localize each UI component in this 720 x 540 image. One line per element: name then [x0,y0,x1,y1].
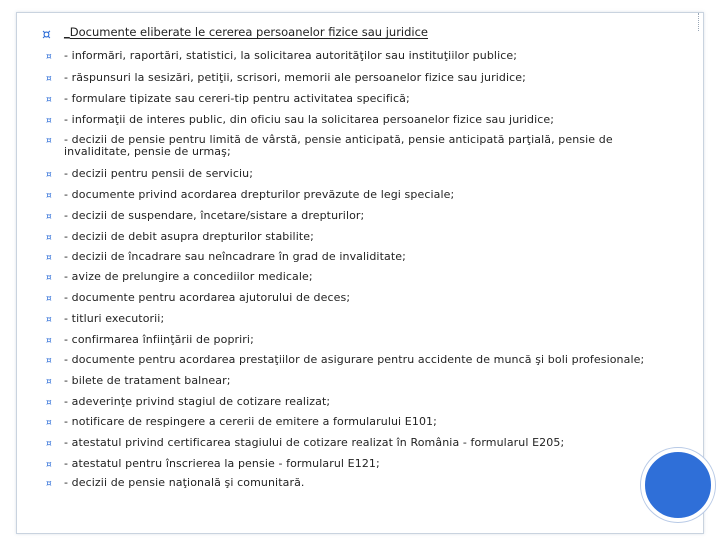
list-item-text: - decizii pentru pensii de serviciu; [64,167,254,180]
list-item-text: - decizii de debit asupra drepturilor stabilite; [64,230,314,243]
list-item-text: - formulare tipizate sau cereri-tip pentru activitatea specifică; [64,92,410,105]
slide-title [64,26,428,39]
list-item-text: - informaţii de interes public, din oficiu sau la solicitarea persoanelor fizice sau juridice; [64,113,555,126]
list-item-text: - adeverinţe privind stagiul de cotizare realizat; [64,395,331,408]
bullet-icon: ¤ [46,233,52,243]
bullet-icon: ¤ [46,52,52,62]
bullet-icon: ¤ [46,191,52,201]
list-item-text: - bilete de tratament balnear; [64,374,231,387]
list-item-text: - decizii de pensie naţională şi comunitară. [64,476,305,489]
bullet-icon: ¤ [46,116,52,126]
title-underlined: Documente eliberate le cererea persoanelor fizice sau juridice [69,25,429,39]
list-item-text: - atestatul privind certificarea stagiului de cotizare realizat în România - formularul E205; [64,436,565,449]
bullet-icon: ¤ [46,377,52,387]
bullet-icon: ¤ [46,418,52,428]
bullet-icon: ¤ [46,253,52,263]
bullet-icon: ¤ [46,273,52,283]
bullet-icon: ¤ [46,460,52,470]
list-item-text: - decizii de pensie pentru limită de vârstă, pensie anticipată, pensie anticipată parţială, pensie de invaliditate, pensie de urmaş; [64,133,613,158]
bullet-icon: ¤ [46,398,52,408]
list-item-text: - decizii de suspendare, încetare/sistare a drepturilor; [64,209,365,222]
bullet-icon: ¤ [46,95,52,105]
bullet-icon: ¤ [46,356,52,366]
list-item-text: - documente pentru acordarea ajutorului de deces; [64,291,351,304]
bullet-icon: ¤ [46,170,52,180]
list-item-text: - documente privind acordarea drepturilor prevăzute de legi speciale; [64,188,455,201]
bullet-icon: ¤ [46,315,52,325]
bullet-icon: ¤ [46,136,52,146]
bullet-icon: ¤ [46,294,52,304]
list-item-text: - confirmarea înfiinţării de popriri; [64,333,254,346]
list-item-text: - documente pentru acordarea prestaţiilor de asigurare pentru accidente de muncă şi boli profesionale; [64,353,645,366]
top-divider [698,13,699,31]
title-bullet-icon: ¤ [42,27,51,43]
bullet-icon: ¤ [46,336,52,346]
list-item-text: - informări, raportări, statistici, la solicitarea autorităţilor sau instituţiilor publice; [64,49,518,62]
list-item-text: - notificare de respingere a cererii de emitere a formularului E101; [64,415,437,428]
list-item-text: - atestatul pentru înscrierea la pensie - formularul E121; [64,457,380,470]
list-item-text: - decizii de încadrare sau neîncadrare în grad de invaliditate; [64,250,406,263]
title-prefix: _ [64,25,70,39]
list-item-text: - răspunsuri la sesizări, petiţii, scrisori, memorii ale persoanelor fizice sau juridice; [64,71,526,84]
bullet-icon: ¤ [46,212,52,222]
bullet-icon: ¤ [46,479,52,489]
list-item-text: - avize de prelungire a concediilor medicale; [64,270,313,283]
bullet-icon: ¤ [46,74,52,84]
decorative-circle [641,448,715,522]
bullet-icon: ¤ [46,439,52,449]
list-item-text: - titluri executorii; [64,312,165,325]
